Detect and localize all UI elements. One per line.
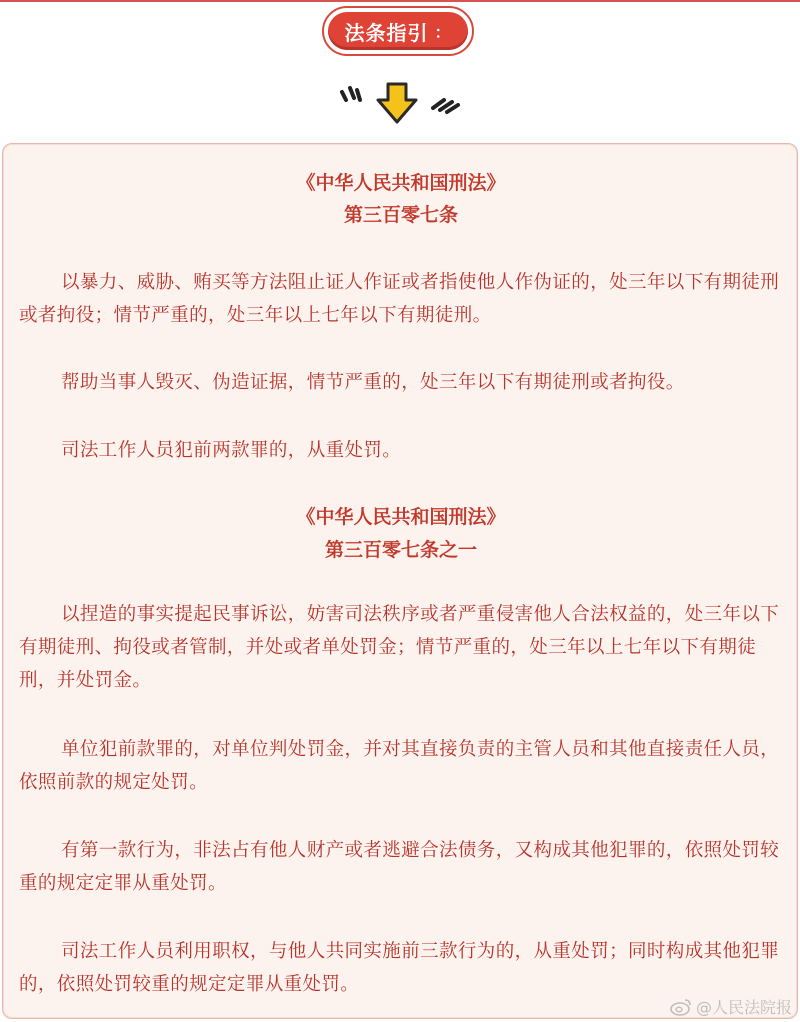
law-paragraph: 有第一款行为，非法占有他人财产或者逃避合法债务，又构成其他犯罪的，依照处罚较重的规定定罪从重处罚。 — [19, 840, 780, 894]
watermark-text: @人民法院报 — [695, 998, 792, 1017]
article-title: 第三百零七条之一 — [324, 539, 477, 561]
article-title: 第三百零七条 — [343, 204, 458, 226]
law-title: 《中华人民共和国刑法》 — [296, 172, 506, 194]
law-paragraph: 以暴力、威胁、贿买等方法阻止证人作证或者指使他人作伪证的，处三年以下有期徒刑或者拘役；情节严重的，处三年以上七年以下有期徒刑。 — [19, 272, 780, 326]
law-card — [2, 143, 798, 1019]
badge-colon: ： — [434, 22, 452, 42]
source-watermark — [670, 995, 792, 1018]
section-badge — [322, 6, 474, 56]
badge-label: 法条指引 — [344, 20, 429, 45]
law-paragraph: 以捏造的事实提起民事诉讼，妨害司法秩序或者严重侵害他人合法权益的，处三年以下有期徒刑、拘役或者管制，并处或者单处罚金；情节严重的，处三年以上七年以下有期徒刑，并处罚金。 — [19, 604, 780, 691]
law-paragraph: 司法工作人员利用职权，与他人共同实施前三款行为的，从重处罚；同时构成其他犯罪的，依照处罚较重的规定定罪从重处罚。 — [19, 941, 780, 995]
law-paragraph: 帮助当事人毁灭、伪造证据，情节严重的，处三年以下有期徒刑或者拘役。 — [61, 372, 685, 393]
law-title: 《中华人民共和国刑法》 — [296, 506, 506, 528]
top-divider — [0, 0, 800, 2]
law-paragraph: 司法工作人员犯前两款罪的，从重处罚。 — [61, 440, 402, 461]
down-arrow-icon — [330, 78, 470, 128]
weibo-icon — [670, 998, 692, 1016]
law-paragraph: 单位犯前款罪的，对单位判处罚金，并对其直接负责的主管人员和其他直接责任人员，依照前款的规定处罚。 — [19, 739, 780, 793]
